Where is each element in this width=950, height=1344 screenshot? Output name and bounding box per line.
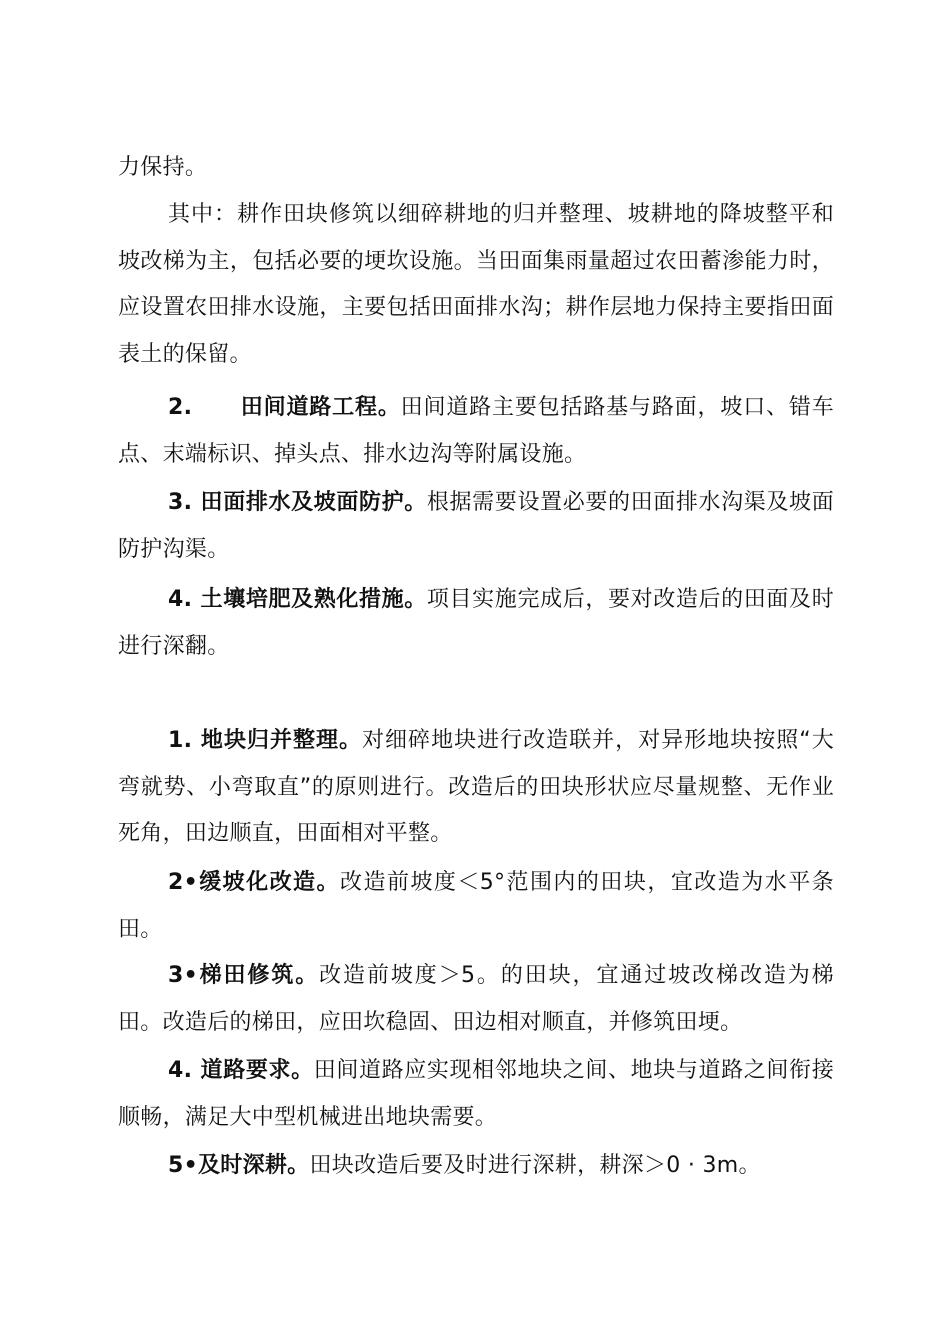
paragraph-text: 田间道路主要包括路基与路面，坡口、错车点、末端标识、掉头点、排水边沟等附属设施。 bbox=[118, 395, 834, 467]
section-number: 2. bbox=[168, 395, 193, 420]
paragraph-gentle-slope-modification bbox=[118, 860, 834, 953]
section-heading: 3. 田面排水及坡面防护。 bbox=[168, 490, 427, 515]
section-heading: 田间道路工程。 bbox=[240, 395, 401, 420]
paragraph-text: 改造前坡度＜5°范围内的田块，宜改造为水平条田。 bbox=[118, 870, 834, 942]
paragraph-text: 改造前坡度＞5。的田块，宜通过坡改梯改造为梯田。改造后的梯田，应田坎稳固、田边相对顺直，并修筑田埂。 bbox=[118, 963, 834, 1035]
section-heading: 1. 地块归并整理。 bbox=[168, 728, 363, 753]
paragraph-timely-deep-tillage bbox=[118, 1143, 834, 1190]
section-heading: 5•及时深耕。 bbox=[168, 1153, 310, 1178]
paragraph-text: 力保持。 bbox=[118, 155, 208, 180]
section-heading: 3•梯田修筑。 bbox=[168, 963, 320, 988]
paragraph-field-construction bbox=[118, 192, 834, 378]
paragraph-plot-consolidation bbox=[118, 718, 834, 858]
paragraph-text: 田块改造后要及时进行深耕，耕深＞0 · 3m。 bbox=[309, 1153, 761, 1178]
paragraph-text: 田间道路应实现相邻地块之间、地块与道路之间衔接顺畅，满足大中型机械进出地块需要。 bbox=[118, 1058, 834, 1130]
section-heading: 4. 土壤培肥及熟化措施。 bbox=[168, 587, 427, 612]
paragraph-soil-fertilization bbox=[118, 577, 834, 670]
paragraph-drainage-slope-protection bbox=[118, 480, 834, 573]
paragraph-continuation bbox=[118, 145, 834, 192]
paragraph-text: 根据需要设置必要的田面排水沟渠及坡面防护沟渠。 bbox=[118, 490, 834, 562]
section-heading: 4. 道路要求。 bbox=[168, 1058, 314, 1083]
paragraph-text: 对细碎地块进行改造联并，对异形地块按照“大弯就势、小弯取直”的原则进行。改造后的田块形状应尽量规整、无作业死角，田边顺直，田面相对平整。 bbox=[118, 728, 834, 846]
paragraph-text: 项目实施完成后，要对改造后的田面及时进行深翻。 bbox=[118, 587, 834, 659]
section-heading: 2•缓坡化改造。 bbox=[168, 870, 341, 895]
paragraph-road-requirements bbox=[118, 1048, 834, 1141]
paragraph-terrace-construction bbox=[118, 953, 834, 1046]
paragraph-text: 其中：耕作田块修筑以细碎耕地的归并整理、坡耕地的降坡整平和坡改梯为主，包括必要的埂坎设施。当田面集雨量超过农田蓄渗能力时，应设置农田排水设施，主要包括田面排水沟；耕作层地力保持主要指田面表土的保留。 bbox=[118, 202, 834, 367]
paragraph-field-road-engineering bbox=[118, 385, 834, 478]
